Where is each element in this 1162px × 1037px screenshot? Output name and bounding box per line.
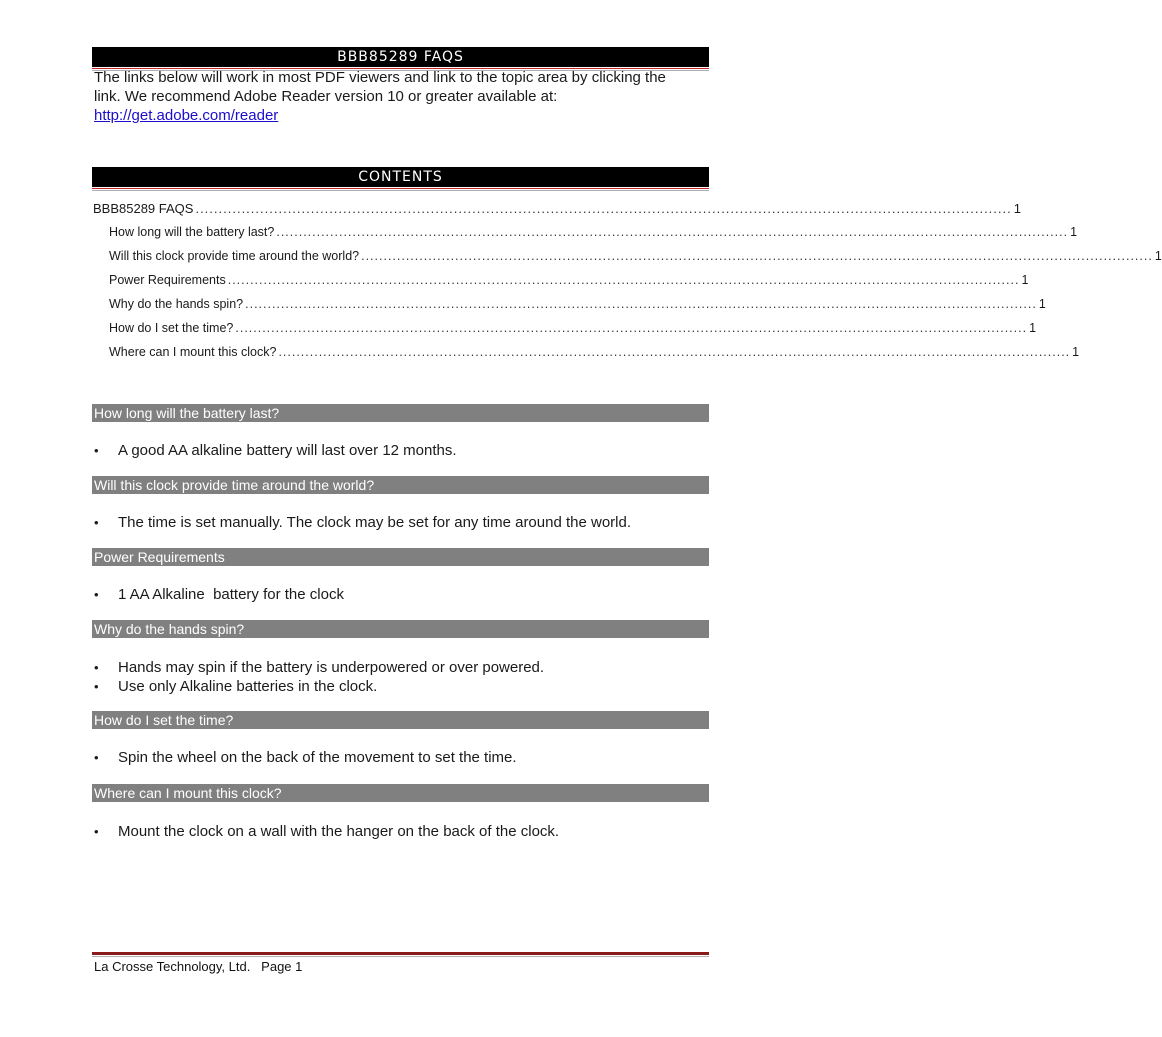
toc-entry[interactable]: BBB85289 FAQS ................................................................................................................................................................................. 1: [93, 201, 1021, 216]
adobe-reader-link[interactable]: http://get.adobe.com/reader: [94, 107, 279, 124]
toc-entry[interactable]: How do I set the time? ................................................................................................................................................................................. 1: [109, 321, 1037, 335]
contents-banner: [92, 167, 709, 191]
page-title: BBB85289 FAQS: [92, 47, 709, 67]
list-item: • A good AA alkaline battery will last over 12 months.: [94, 442, 457, 459]
bullet-icon: •: [94, 750, 99, 765]
faq-heading: How long will the battery last?: [92, 404, 709, 422]
bullet-icon: •: [94, 515, 99, 530]
toc-entry[interactable]: Will this clock provide time around the world? ................................................................................................................................................................................. 1: [109, 249, 1162, 263]
faq-heading: Power Requirements: [92, 548, 709, 566]
faq-heading: Where can I mount this clock?: [92, 784, 709, 802]
footer-text: La Crosse Technology, Ltd. Page 1: [94, 959, 303, 974]
list-item: • The time is set manually. The clock may be set for any time around the world.: [94, 514, 632, 531]
toc-entry[interactable]: How long will the battery last? ................................................................................................................................................................................. 1: [109, 225, 1078, 239]
toc-entry[interactable]: Where can I mount this clock? ................................................................................................................................................................................. 1: [109, 345, 1080, 359]
faq-answer-list: [94, 748, 694, 767]
list-item: • Hands may spin if the battery is underpowered or over powered.: [94, 659, 545, 676]
divider: [92, 188, 709, 189]
toc-entry[interactable]: Power Requirements ................................................................................................................................................................................. 1: [109, 273, 1029, 287]
divider: [92, 190, 709, 191]
footer-divider: [92, 952, 709, 957]
faq-answer-list: [94, 585, 694, 604]
list-item: • 1 AA Alkaline battery for the clock: [94, 586, 344, 603]
intro-text: The links below will work in most PDF viewers and link to the topic area by clicking the link. We recommend Adobe Reader version 10 or greater available at:: [94, 69, 666, 105]
toc-entry[interactable]: Why do the hands spin? ................................................................................................................................................................................. 1: [109, 297, 1046, 311]
bullet-icon: •: [94, 443, 99, 458]
bullet-icon: •: [94, 824, 99, 839]
faq-answer-list: [94, 658, 694, 696]
bullet-icon: •: [94, 587, 99, 602]
faq-heading: Will this clock provide time around the world?: [92, 476, 709, 494]
list-item: • Mount the clock on a wall with the hanger on the back of the clock.: [94, 823, 560, 840]
faq-answer-list: [94, 441, 694, 460]
intro-paragraph: [94, 68, 694, 125]
contents-title: CONTENTS: [92, 167, 709, 187]
faq-heading: Why do the hands spin?: [92, 620, 709, 638]
faq-answer-list: [94, 513, 694, 532]
faq-heading: How do I set the time?: [92, 711, 709, 729]
list-item: • Spin the wheel on the back of the movement to set the time.: [94, 749, 517, 766]
bullet-icon: •: [94, 679, 99, 694]
bullet-icon: •: [94, 660, 99, 675]
list-item: • Use only Alkaline batteries in the clock.: [94, 678, 378, 695]
faq-answer-list: [94, 822, 694, 841]
table-of-contents: [93, 201, 1162, 369]
